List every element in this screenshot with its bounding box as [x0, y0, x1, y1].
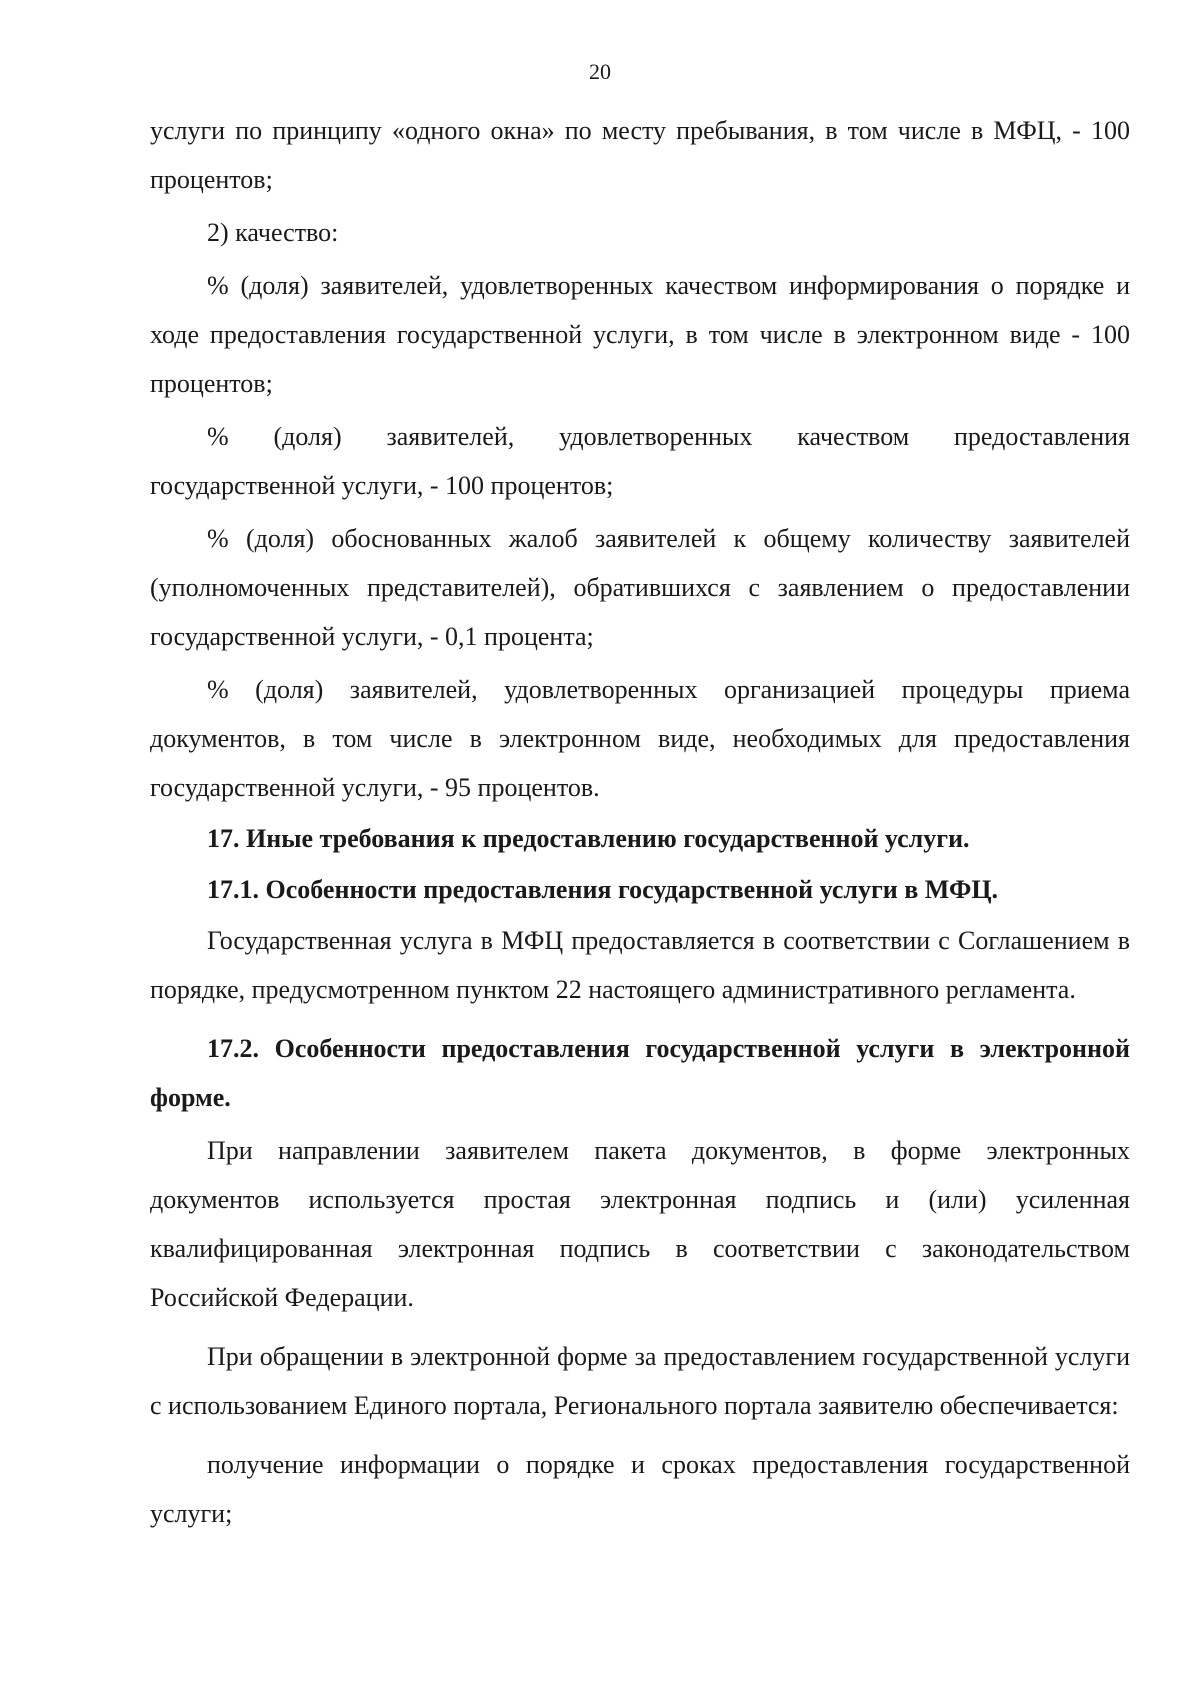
section-heading-17: 17. Иные требования к предоставлению государственной услуги. — [207, 824, 970, 853]
paragraph-info-receipt: получение информации о порядке и сроках предоставления государственной услуги; — [150, 1450, 1130, 1528]
page-number: 20 — [589, 59, 611, 84]
paragraph-continuation: услуги по принципу «одного окна» по месту пребывания, в том числе в МФЦ, - 100 процентов; — [150, 116, 1130, 194]
paragraph-mfc-service: Государственная услуга в МФЦ предоставляется в соответствии с Соглашением в порядке, предусмотренном пунктом 22 настоящего административного регламента. — [150, 926, 1130, 1004]
document-body — [150, 106, 1130, 1538]
paragraph-electronic-signature: При направлении заявителем пакета документов, в форме электронных документов используется простая электронная подпись и (или) усиленная квалифицированная электронная подпись в соответствии с законодательством Российской Федерации. — [150, 1136, 1130, 1312]
paragraph-portal-access: При обращении в электронной форме за предоставлением государственной услуги с использованием Единого портала, Регионального портала заявителю обеспечивается: — [150, 1342, 1130, 1420]
paragraph-informing-share: % (доля) заявителей, удовлетворенных качеством информирования о порядке и ходе предоставления государственной услуги, в том числе в электронном виде - 100 процентов; — [150, 271, 1130, 398]
paragraph-reception-share: % (доля) заявителей, удовлетворенных организацией процедуры приема документов, в том числе в электронном виде, необходимых для предоставления государственной услуги, - 95 процентов. — [150, 675, 1130, 802]
paragraph-quality-share: % (доля) заявителей, удовлетворенных качеством предоставления государственной услуги, - 100 процентов; — [150, 422, 1130, 500]
section-heading-17-1: 17.1. Особенности предоставления государственной услуги в МФЦ. — [207, 875, 999, 904]
section-heading-17-2: 17.2. Особенности предоставления государственной услуги в электронной форме. — [150, 1034, 1130, 1112]
paragraph-quality-item: 2) качество: — [207, 218, 339, 247]
paragraph-complaints-share: % (доля) обоснованных жалоб заявителей к общему количеству заявителей (уполномоченных представителей), обратившихся с заявлением о предоставлении государственной услуги, - 0,1 процента; — [150, 524, 1130, 651]
